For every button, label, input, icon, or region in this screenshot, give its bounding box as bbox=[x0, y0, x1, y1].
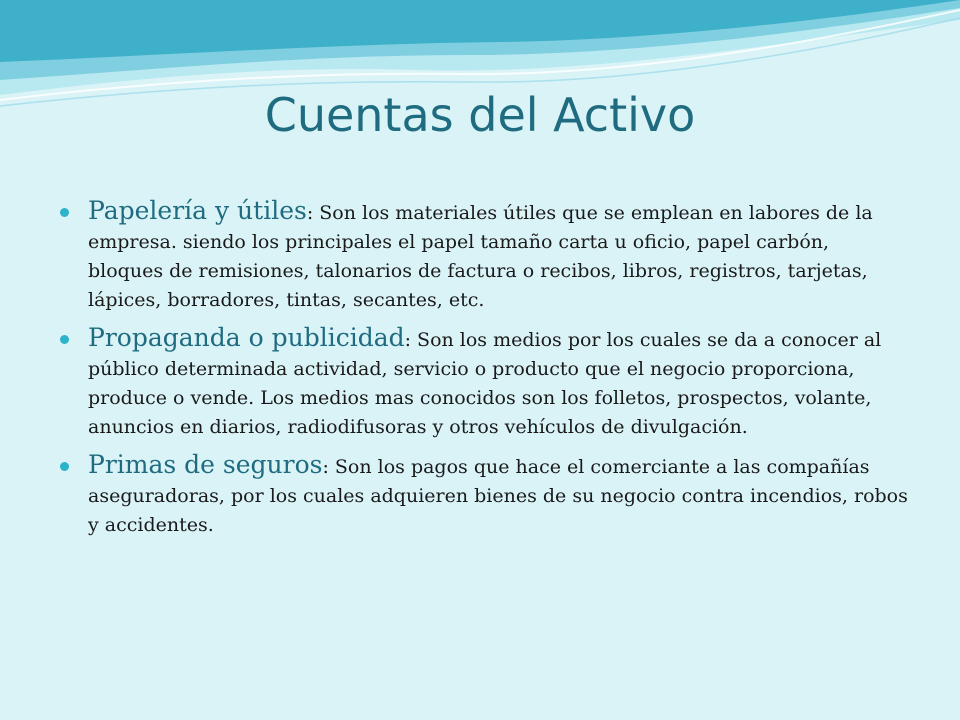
bullet-term: Primas de seguros bbox=[88, 450, 323, 479]
bullet-text: : Son los pagos que hace el comerciante a las compañías aseguradoras, por los cuales adquieren bienes de su negocio contra incendios, robos y accidentes. bbox=[88, 456, 908, 536]
bullet-text: : Son los medios por los cuales se da a conocer al público determinada actividad, servicio o producto que el negocio proporciona, produce o vende. Los medios mas conocidos son los folletos, prospectos, volante, anuncios en diarios, radiodifusoras y otros vehículos de divulgación. bbox=[88, 329, 882, 438]
bullet-dot-icon bbox=[60, 335, 69, 344]
bullet-item-primas bbox=[60, 450, 910, 540]
bullet-list bbox=[60, 196, 910, 548]
bullet-term: Papelería y útiles bbox=[88, 196, 307, 225]
bullet-text: : Son los materiales útiles que se emplean en labores de la empresa. siendo los principales el papel tamaño carta u oficio, papel carbón, bloques de remisiones, talonarios de factura o recibos, libros, registros, tarjetas, lápices, borradores, tintas, secantes, etc. bbox=[88, 202, 873, 311]
bullet-item-propaganda bbox=[60, 323, 910, 442]
bullet-dot-icon bbox=[60, 462, 69, 471]
bullet-item-papeleria bbox=[60, 196, 910, 315]
slide-title: Cuentas del Activo bbox=[264, 88, 696, 142]
bullet-term: Propaganda o publicidad bbox=[88, 323, 405, 352]
bullet-dot-icon bbox=[60, 208, 69, 217]
